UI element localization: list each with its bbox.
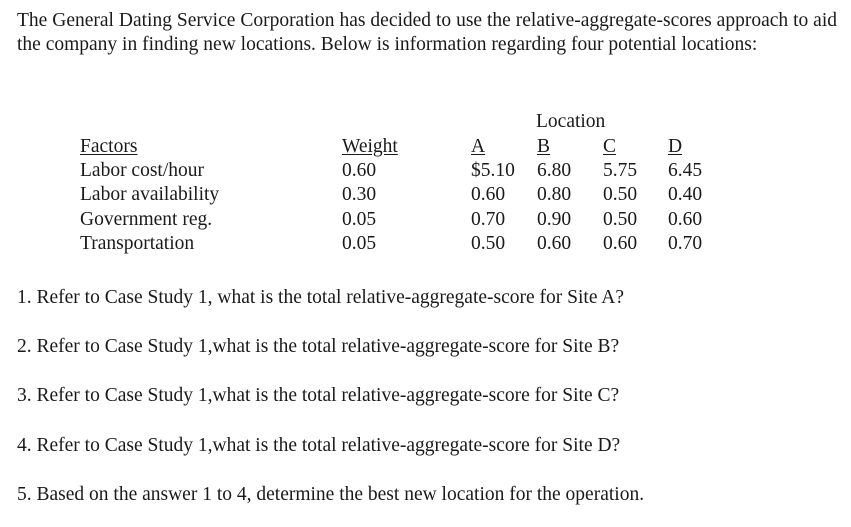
location-b-header: B (537, 136, 551, 157)
question-4: 4. Refer to Case Study 1,what is the total relative-aggregate-score for Site D? (17, 435, 621, 456)
location-c-value: 0.50 (603, 184, 638, 205)
location-c-value: 0.50 (603, 209, 638, 230)
location-b-value: 0.60 (537, 233, 572, 254)
location-a-value: 0.60 (471, 184, 506, 205)
location-a-header: A (471, 136, 486, 157)
location-c-value: 5.75 (603, 160, 638, 181)
location-d-value: 0.60 (668, 209, 703, 230)
location-d-value: 0.70 (668, 233, 703, 254)
weight-value: 0.30 (342, 184, 377, 205)
location-a-value: $5.10 (471, 160, 515, 181)
location-a-value: 0.50 (471, 233, 506, 254)
location-d-value: 0.40 (668, 184, 703, 205)
weight-value: 0.60 (342, 160, 377, 181)
weight-header: Weight (342, 136, 398, 157)
location-c-header: C (603, 136, 617, 157)
weight-value: 0.05 (342, 233, 377, 254)
location-c-value: 0.60 (603, 233, 638, 254)
question-5: 5. Based on the answer 1 to 4, determine the best new location for the operation. (17, 484, 645, 505)
location-group-header: Location (536, 111, 606, 132)
location-b-value: 0.80 (537, 184, 572, 205)
location-d-value: 6.45 (668, 160, 703, 181)
location-d-header: D (668, 136, 683, 157)
factor-label: Labor cost/hour (80, 160, 205, 181)
factor-label: Labor availability (80, 184, 220, 205)
question-3: 3. Refer to Case Study 1,what is the total relative-aggregate-score for Site C? (17, 385, 620, 406)
location-b-value: 6.80 (537, 160, 572, 181)
factor-label: Government reg. (80, 209, 213, 230)
weight-value: 0.05 (342, 209, 377, 230)
intro-paragraph: The General Dating Service Corporation has decided to use the relative-aggregate-scores approach to aid the company in finding new locations. Below is information regarding four potential locations: (17, 10, 837, 55)
factor-label: Transportation (80, 233, 195, 254)
question-1: 1. Refer to Case Study 1, what is the total relative-aggregate-score for Site A? (17, 287, 625, 308)
location-a-value: 0.70 (471, 209, 506, 230)
location-b-value: 0.90 (537, 209, 572, 230)
question-2: 2. Refer to Case Study 1,what is the total relative-aggregate-score for Site B? (17, 336, 620, 357)
factors-header: Factors (80, 136, 138, 157)
